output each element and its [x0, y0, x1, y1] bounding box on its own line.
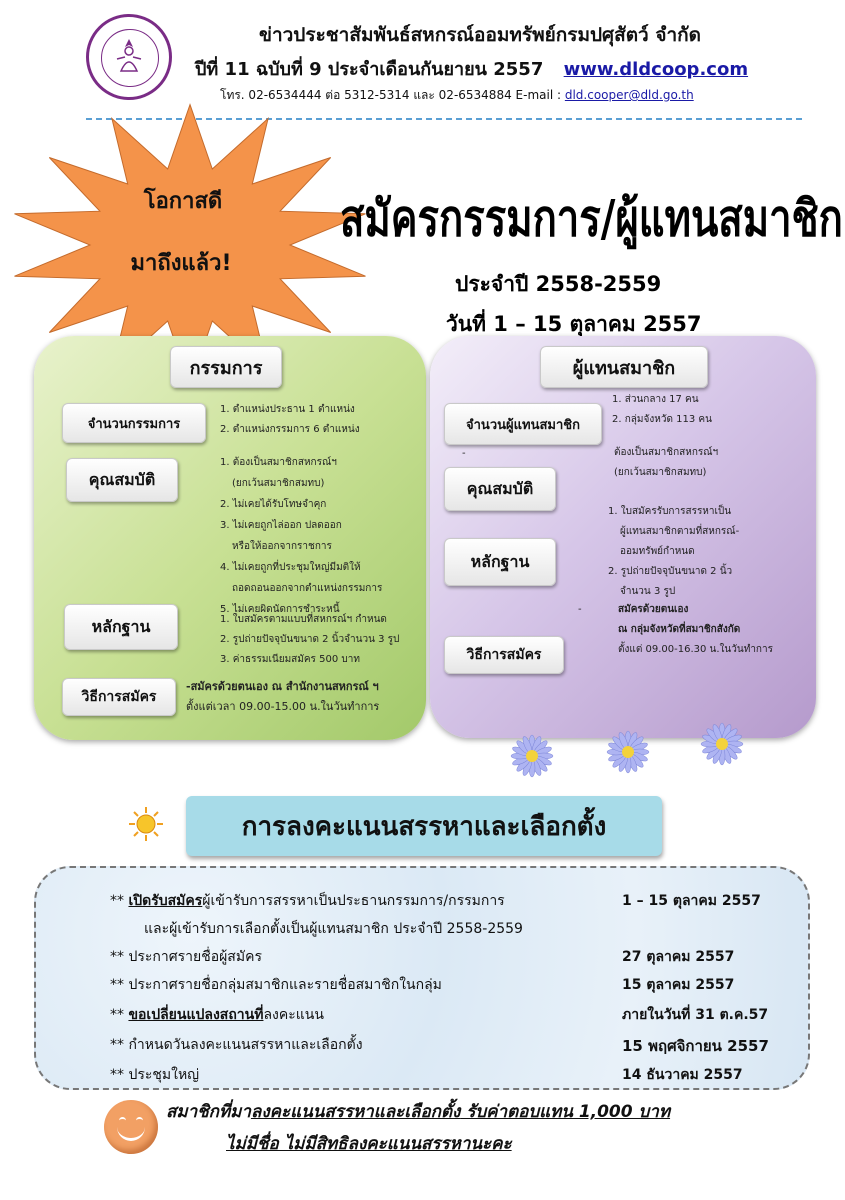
list-item: 3. ค่าธรรมเนียมสมัคร 500 บาท — [220, 654, 360, 665]
reward-notice — [166, 1098, 670, 1125]
schedule-item-text: ผู้เข้ารับการสรรหาเป็นประธานกรรมการ/กรรมการ — [202, 893, 505, 909]
list-item: 2. รูปถ่ายปัจจุบันขนาด 2 นิ้ว — [608, 566, 733, 577]
list-item: 2. ตำแหน่งกรรมการ 6 ตำแหน่ง — [220, 424, 360, 435]
list-item: จำนวน 3 รูป — [620, 586, 676, 597]
list-item: ตั้งแต่เวลา 09.00-15.00 น.ในวันทำการ — [186, 700, 380, 713]
schedule-item-text: ลงคะแนน — [263, 1007, 324, 1023]
rep-count-label: จำนวนผู้แทนสมาชิก — [444, 403, 602, 445]
list-item: -สมัครด้วยตนเอง ณ สำนักงานสหกรณ์ ฯ — [186, 680, 379, 693]
coop-seal-logo — [86, 14, 172, 100]
bullet-marker: ** — [110, 893, 129, 909]
list-item: ตั้งแต่ 09.00-16.30 น.ในวันทำการ — [618, 644, 773, 655]
list-item: (ยกเว้นสมาชิกสมทบ) — [232, 478, 325, 489]
list-item: 3. ไม่เคยถูกไล่ออก ปลดออก — [220, 520, 342, 531]
rep-method-label: วิธีการสมัคร — [444, 636, 564, 674]
list-item: 2. ไม่เคยได้รับโทษจำคุก — [220, 499, 327, 510]
reward-text-b: ลงคะแนนสรรหาและเลือกตั้ง — [250, 1102, 461, 1122]
schedule-item-text: ประชุมใหญ่ — [128, 1067, 200, 1083]
reward-text-c: รับค่าตอบแทน 1,000 บาท — [460, 1102, 671, 1122]
list-item: ออมทรัพย์กำหนด — [620, 546, 695, 557]
bullet-marker: ** — [110, 1037, 129, 1053]
schedule-item-text: กำหนดวันลงคะแนนสรรหาและเลือกตั้ง — [128, 1037, 363, 1053]
voting-section-title: การลงคะแนนสรรหาและเลือกตั้ง — [186, 796, 662, 856]
schedule-item — [110, 1064, 199, 1086]
rep-method-list — [618, 600, 773, 660]
list-item: 1. ตำแหน่งประธาน 1 ตำแหน่ง — [220, 404, 355, 415]
list-item: 2. รูปถ่ายปัจจุบันขนาด 2 นิ้วจำนวน 3 รูป — [220, 634, 400, 645]
list-item: (ยกเว้นสมาชิกสมทบ) — [614, 467, 707, 478]
schedule-item — [110, 946, 262, 968]
list-item: ถอดถอนออกจากตำแหน่งกรรมการ — [232, 583, 383, 594]
main-title: สมัครกรรมการ/ผู้แทนสมาชิก — [340, 190, 843, 248]
schedule-item — [144, 918, 523, 940]
list-item: สมัครด้วยตนเอง — [618, 604, 689, 615]
eligibility-notice: ไม่มีชื่อ ไม่มีสิทธิลงคะแนนสรรหานะคะ — [226, 1134, 512, 1154]
website-link[interactable]: www.dldcoop.com — [563, 59, 749, 80]
list-item: หรือให้ออกจากราชการ — [232, 541, 332, 552]
schedule-date: 1 – 15 ตุลาคม 2557 — [622, 893, 761, 909]
bullet-marker: ** — [110, 977, 129, 993]
rep-evidence-label: หลักฐาน — [444, 538, 556, 586]
issue-text: ปีที่ 11 ฉบับที่ 9 ประจำเดือนกันยายน 2557 — [195, 59, 544, 80]
list-item: 5. ไม่เคยผิดนัดการชำระหนี้ — [220, 604, 340, 615]
bullet-marker: ** — [110, 1067, 129, 1083]
list-item: 1. ต้องเป็นสมาชิกสหกรณ์ฯ — [220, 457, 337, 468]
representative-heading: ผู้แทนสมาชิก — [540, 346, 708, 388]
list-item: ผู้แทนสมาชิกตามที่สหกรณ์- — [620, 526, 740, 537]
reward-text-a: สมาชิกที่มา — [166, 1102, 251, 1122]
committee-method-list — [186, 677, 379, 717]
sun-icon — [128, 806, 164, 842]
phone-text: โทร. 02-6534444 ต่อ 5312-5314 และ 02-6534884 E-mail : — [220, 88, 562, 102]
list-item: 1. ส่วนกลาง 17 คน — [612, 394, 699, 405]
schedule-date: 14 ธันวาคม 2557 — [622, 1067, 743, 1083]
committee-method-label: วิธีการสมัคร — [62, 678, 176, 716]
issue-info — [195, 54, 748, 83]
schedule-item — [110, 1004, 324, 1026]
application-date: วันที่ 1 – 15 ตุลาคม 2557 — [446, 312, 702, 336]
rep-qual-label: คุณสมบัติ — [444, 467, 556, 511]
rep-count-list — [612, 390, 712, 430]
smiley-icon — [104, 1100, 158, 1154]
schedule-date: 15 ตุลาคม 2557 — [622, 977, 735, 993]
list-item: ณ กลุ่มจังหวัดที่สมาชิกสังกัด — [618, 624, 741, 635]
deity-emblem-icon — [115, 37, 143, 73]
committee-heading: กรรมการ — [170, 346, 282, 388]
schedule-date: 27 ตุลาคม 2557 — [622, 949, 735, 965]
burst-text-2: มาถึงแล้ว! — [130, 251, 232, 276]
schedule-date: ภายในวันที่ 31 ต.ค.57 — [622, 1007, 769, 1023]
committee-qual-label: คุณสมบัติ — [66, 458, 178, 502]
schedule-item-text: ประกาศรายชื่อผู้สมัคร — [128, 949, 262, 965]
daisy-flower-icon — [510, 734, 554, 778]
schedule-item-text: ประกาศรายชื่อกลุ่มสมาชิกและรายชื่อสมาชิกในกลุ่ม — [128, 977, 442, 993]
list-item: 2. กลุ่มจังหวัด 113 คน — [612, 414, 712, 425]
committee-count-list — [220, 400, 360, 440]
rep-evidence-list — [608, 502, 739, 602]
term-year: ประจำปี 2558-2559 — [455, 272, 662, 296]
schedule-item — [110, 974, 442, 996]
schedule-item — [110, 890, 505, 912]
committee-evidence-list — [220, 610, 399, 670]
rep-qual-dash: - — [462, 448, 466, 459]
list-item: ต้องเป็นสมาชิกสหกรณ์ฯ — [614, 447, 719, 458]
burst-text-1: โอกาสดี — [143, 189, 223, 214]
schedule-item-highlight: เปิดรับสมัคร — [128, 893, 203, 909]
committee-evidence-label: หลักฐาน — [64, 604, 178, 650]
list-item: 4. ไม่เคยถูกที่ประชุมใหญ่มีมติให้ — [220, 562, 361, 573]
schedule-date: 15 พฤศจิกายน 2557 — [622, 1037, 769, 1055]
schedule-item-text: และผู้เข้ารับการเลือกตั้งเป็นผู้แทนสมาชิก ประจำปี 2558-2559 — [144, 921, 523, 937]
rep-method-dash: - — [578, 604, 582, 615]
list-item: 1. ใบสมัครรับการสรรหาเป็น — [608, 506, 732, 517]
email-link[interactable]: dld.cooper@dld.go.th — [564, 88, 694, 102]
daisy-flower-icon — [700, 722, 744, 766]
list-item: 1. ใบสมัครตามแบบที่สหกรณ์ฯ กำหนด — [220, 614, 387, 625]
schedule-item-highlight: ขอเปลี่ยนแปลงสถานที่ — [128, 1007, 264, 1023]
bullet-marker: ** — [110, 1007, 129, 1023]
committee-qual-list — [220, 452, 382, 620]
newsletter-title: ข่าวประชาสัมพันธ์สหกรณ์ออมทรัพย์กรมปศุสัตว์ จำกัด — [258, 24, 701, 46]
bullet-marker: ** — [110, 949, 129, 965]
committee-count-label: จำนวนกรรมการ — [62, 403, 206, 443]
daisy-flower-icon — [606, 730, 650, 774]
rep-qual-list — [614, 443, 718, 483]
schedule-item — [110, 1034, 363, 1056]
